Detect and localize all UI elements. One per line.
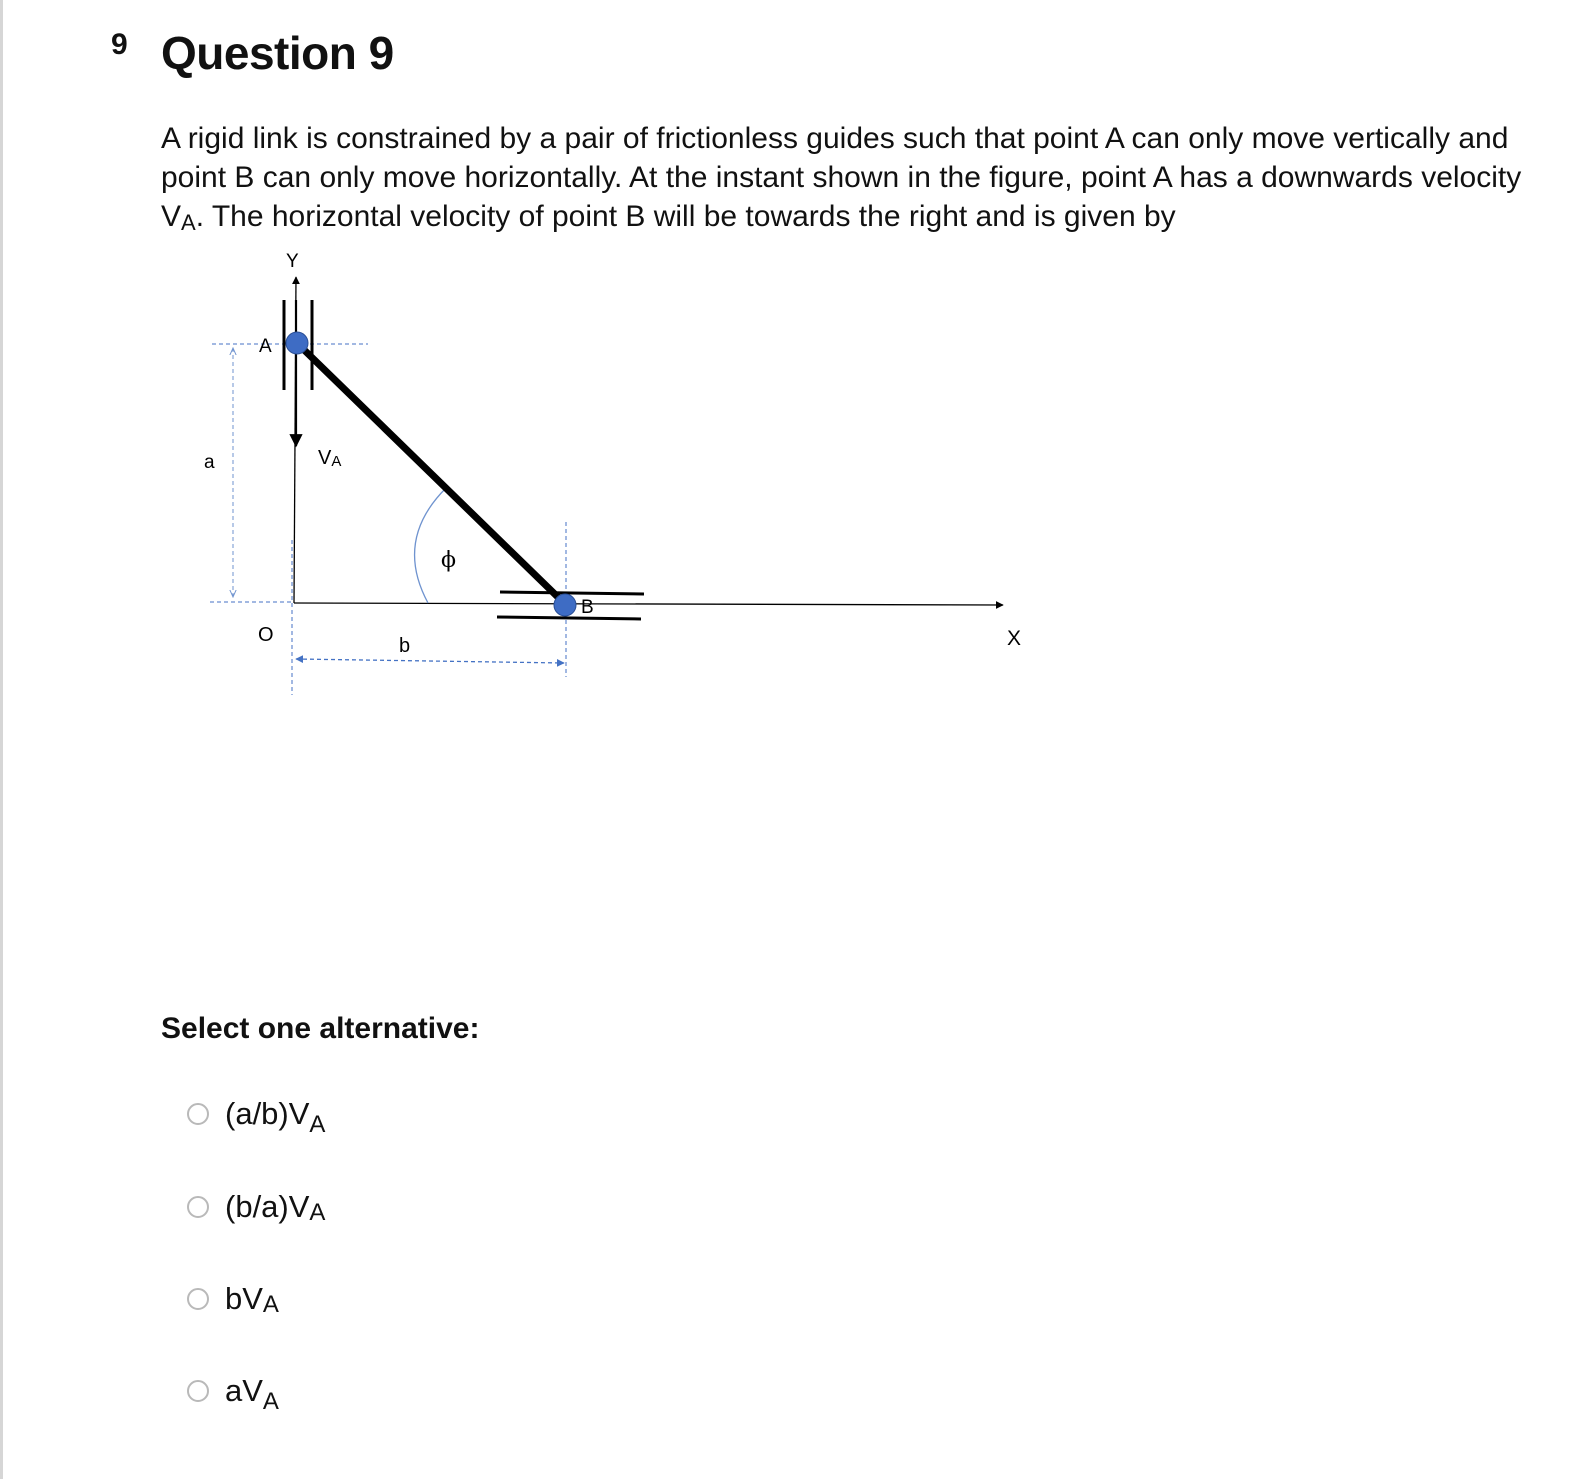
- prompt-text-end: . The horizontal velocity of point B will be towards the right and is given by: [195, 200, 1176, 233]
- option-a-times[interactable]: [187, 1373, 279, 1415]
- dimension-a-label: a: [204, 452, 215, 473]
- option-a-over-b[interactable]: [187, 1096, 326, 1138]
- option-label[interactable]: bVA: [225, 1281, 279, 1318]
- horizontal-guide-top: [500, 592, 644, 594]
- option-label[interactable]: (b/a)VA: [225, 1189, 326, 1226]
- origin-label: O: [258, 624, 274, 646]
- axis-x-label: X: [1007, 627, 1022, 650]
- question-number: 9: [111, 28, 128, 61]
- rigid-link: [297, 343, 565, 604]
- velocity-label-main: V: [318, 447, 332, 469]
- mechanism-figure: [0, 0, 1100, 720]
- horizontal-guide-bottom: [497, 617, 641, 619]
- dimension-b-label: b: [399, 635, 411, 657]
- radio-button[interactable]: [187, 1380, 209, 1402]
- option-label[interactable]: $(a/b)V_A$: [225, 1096, 326, 1138]
- angle-arc: [415, 488, 446, 603]
- axis-y-label: Y: [286, 251, 299, 272]
- option-b-times[interactable]: [187, 1281, 279, 1317]
- point-a-label: A: [259, 336, 272, 357]
- velocity-label: [318, 447, 341, 470]
- joint-b: [554, 594, 576, 616]
- dimension-b-line: [296, 659, 564, 663]
- joint-a: [286, 332, 308, 354]
- select-label: Select one alternative:: [161, 1012, 480, 1045]
- option-b-over-a[interactable]: [187, 1189, 325, 1225]
- radio-button[interactable]: [187, 1196, 209, 1218]
- velocity-label-sub: A: [331, 453, 342, 470]
- question-title: Question 9: [161, 27, 394, 79]
- x-axis: [294, 603, 1003, 605]
- radio-button[interactable]: [187, 1103, 209, 1125]
- prompt-text: A rigid link is constrained by a pair of frictionless guides such that point A can only move vertically and point B can only move horizontally. At the instant shown in the figure, point A has a downwards velocity V: [161, 122, 1522, 233]
- prompt-subscript: A: [181, 210, 196, 235]
- option-label[interactable]: $aV_A$: [225, 1373, 279, 1415]
- point-b-label: B: [581, 597, 594, 618]
- radio-button[interactable]: [187, 1288, 209, 1310]
- angle-label: ϕ: [441, 548, 456, 573]
